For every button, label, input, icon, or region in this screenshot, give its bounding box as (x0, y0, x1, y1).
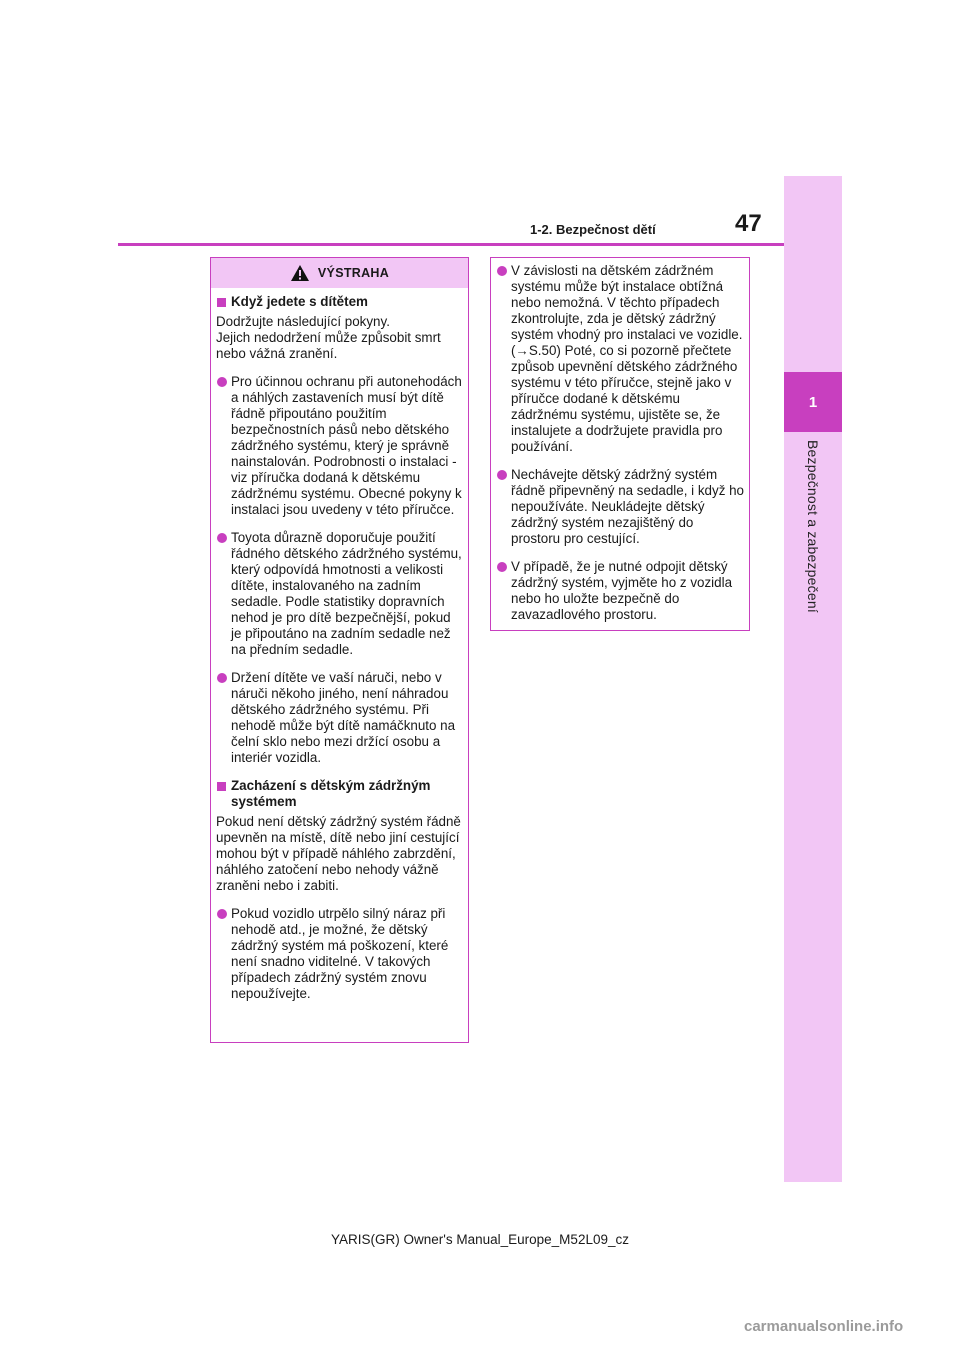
circle-bullet-icon (217, 377, 227, 387)
section-heading: Když jedete s dítětem (216, 294, 463, 310)
warning-header (211, 258, 468, 288)
section-intro: Pokud není dětský zádržný systém řádně upevněn na místě, dítě nebo jiní cestující mohou být v případě náhlého zabrzdění, náhlého zatočení nebo nehody vážně zraněni nebo i zabiti. (216, 814, 461, 893)
square-bullet-icon (217, 782, 226, 791)
section-heading: Zacházení s dětským zádržným systémem (216, 778, 463, 810)
circle-bullet-icon (217, 533, 227, 543)
warning-box (210, 257, 469, 1043)
warning-triangle-icon (290, 264, 310, 282)
list-item: Toyota důrazně doporučuje použití řádného dětského zádržného systému, který odpovídá hmotnosti a velikosti dítěte, instalovaného na zadním sedadle. Podle statistiky dopravních nehod je pro dítě bezpečnější, pokud je připoutáno na zadním sedadle než na předním sedadle. (216, 530, 463, 658)
circle-bullet-icon (217, 909, 227, 919)
chapter-number: 1 (784, 372, 842, 432)
list-item: V případě, že je nutné odpojit dětský zádržný systém, vyjměte ho z vozidla nebo ho uložte bezpečně do zavazadlového prostoru. (496, 559, 744, 623)
circle-bullet-icon (497, 470, 507, 480)
watermark: carmanualsonline.info (744, 1318, 904, 1335)
square-bullet-icon (217, 298, 226, 307)
list-item: V závislosti na dětském zádržném systému může být instalace obtížná nebo nemožná. V těchto případech zkontrolujte, zda je dětský zádržný systém vhodný pro instalaci ve vozidle. (→S.50) Poté, co si pozorně přečtete způsob upevnění dětského zádržného systému v této příručce, stejně jako v příručce dodané k dětskému zádržnému systému, ujistěte se, že instalujete a dodržujete pravidla pro používání. (496, 263, 744, 455)
manual-footer: YARIS(GR) Owner's Manual_Europe_M52L09_cz (331, 1232, 629, 1247)
list-item: Držení dítěte ve vaší náruči, nebo v náruči někoho jiného, není náhradou dětského zádržného systému. Při nehodě může být dítě namáčknuto na čelní sklo nebo mezi držící osobu a interiér vozidla. (216, 670, 463, 766)
circle-bullet-icon (217, 673, 227, 683)
list-item: Pokud vozidlo utrpělo silný náraz při nehodě atd., je možné, že dětský zádržný systém má poškození, které není snadno viditelné. V takových případech zádržný systém znovu nepoužívejte. (216, 906, 463, 1002)
header-divider (118, 243, 784, 246)
list-item: Pro účinnou ochranu při autonehodách a náhlých zastaveních musí být dítě řádně připoutáno použitím bezpečnostních pásů nebo dětského zádržného systému, který je správně nainstalován. Podrobnosti o instalaci - viz příručka dodaná k dětskému zádržnému systému. Obecné pokyny k instalaci jsou uvedeny v této příručce. (216, 374, 463, 518)
warning-continued-box (490, 257, 750, 631)
warning-body (211, 288, 468, 1002)
page-number: 47 (735, 210, 762, 237)
section-title: 1-2. Bezpečnost dětí (530, 222, 656, 237)
chapter-side-tab (784, 176, 842, 1182)
warning-title: VÝSTRAHA (317, 266, 390, 280)
circle-bullet-icon (497, 266, 507, 276)
list-item: Nechávejte dětský zádržný systém řádně připevněný na sedadle, i když ho nepoužíváte. Neukládejte dětský zádržný systém nezajištěný do prostoru pro cestující. (496, 467, 744, 547)
circle-bullet-icon (497, 562, 507, 572)
section-intro: Dodržujte následující pokyny. Jejich nedodržení může způsobit smrt nebo vážná zranění. (216, 314, 441, 361)
chapter-title: Bezpečnost a zabezpečení (805, 440, 821, 613)
